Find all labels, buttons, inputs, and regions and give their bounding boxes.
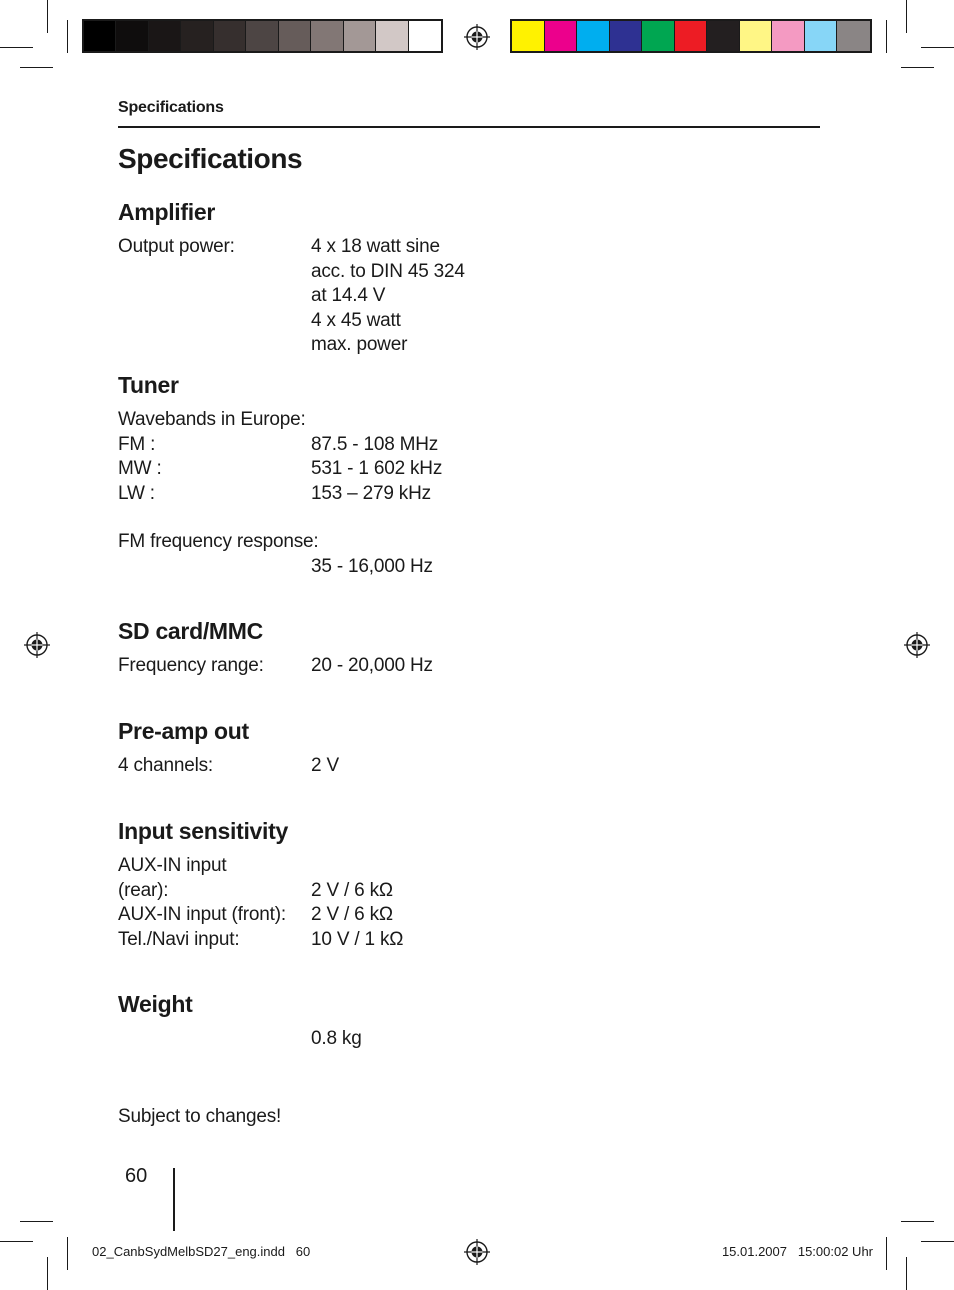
wavebands-label: Wavebands in Europe: [118,409,306,430]
aux-rear-value: 2 V / 6 kΩ [311,879,393,901]
crop-mark [886,20,887,53]
section-heading-sd-card: SD card/MMC [118,618,263,644]
color-swatch [246,21,278,51]
slug-filename: 02_CanbSydMelbSD27_eng.indd 60 [92,1244,311,1259]
crop-mark [47,0,48,33]
crop-mark [901,67,934,68]
crop-mark [0,1241,33,1242]
output-power-value: max. power [311,334,408,355]
crop-mark [886,1237,887,1270]
color-swatch [149,21,181,51]
output-power-value: acc. to DIN 45 324 [311,260,465,282]
color-swatch [181,21,213,51]
channels-label: 4 channels: [118,755,213,776]
channels-value: 2 V [311,755,339,776]
crop-mark [0,47,33,48]
mw-value: 531 - 1 602 kHz [311,458,443,479]
aux-front-label: AUX-IN input (front): [118,904,286,925]
section-heading-tuner: Tuner [118,372,179,398]
mw-label: MW : [118,458,162,479]
tel-navi-value: 10 V / 1 kΩ [311,928,404,950]
color-swatch [675,21,708,51]
color-swatch [545,21,578,51]
crop-mark [47,1257,48,1290]
color-swatch [512,21,545,51]
output-power-value: 4 x 18 watt sine [311,236,440,257]
output-power-value: at 14.4 V [311,285,386,306]
color-swatch [311,21,343,51]
lw-value: 153 – 279 kHz [311,482,431,504]
color-swatch [344,21,376,51]
fm-response-label: FM frequency response: [118,531,319,552]
color-swatch [805,21,838,51]
color-swatch [279,21,311,51]
crop-mark [921,47,954,48]
crop-mark [901,1221,934,1222]
section-heading-preamp: Pre-amp out [118,718,249,744]
lw-label: LW : [118,482,155,504]
frequency-range-label: Frequency range: [118,655,264,676]
slug-timestamp: 15.01.2007 15:00:02 Uhr [721,1244,873,1259]
crop-mark [906,1257,907,1290]
section-heading-input-sensitivity: Input sensitivity [118,818,288,844]
registration-mark-icon [904,632,930,658]
section-heading-weight: Weight [118,991,193,1017]
crop-mark [67,1237,68,1270]
aux-rear-label: (rear): [118,879,169,901]
color-swatch [409,21,441,51]
process-color-bar [510,19,872,53]
page-title: Specifications [118,143,303,174]
aux-rear-label: AUX-IN input [118,855,227,876]
crop-mark [921,1241,954,1242]
fm-value: 87.5 - 108 MHz [311,433,439,455]
fm-label: FM : [118,433,156,455]
aux-front-value: 2 V / 6 kΩ [311,904,393,925]
fm-response-value: 35 - 16,000 Hz [311,556,433,577]
weight-value: 0.8 kg [311,1028,362,1049]
color-swatch [577,21,610,51]
color-swatch [610,21,643,51]
crop-mark [906,0,907,33]
output-power-value: 4 x 45 watt [311,309,401,331]
running-header: Specifications [118,99,224,116]
output-power-label: Output power: [118,236,235,257]
color-swatch [772,21,805,51]
page-number-rule [173,1168,175,1231]
page-number: 60 [125,1165,148,1187]
tel-navi-label: Tel./Navi input: [118,928,240,950]
color-swatch [740,21,773,51]
color-swatch [84,21,116,51]
registration-mark-icon [464,24,490,50]
frequency-range-value: 20 - 20,000 Hz [311,655,433,676]
color-swatch [707,21,740,51]
color-swatch [837,21,870,51]
crop-mark [20,1221,53,1222]
crop-mark [67,20,68,53]
grayscale-color-bar [82,19,443,53]
subject-to-changes-note: Subject to changes! [118,1106,282,1127]
crop-mark [20,67,53,68]
color-swatch [642,21,675,51]
color-swatch [376,21,408,51]
section-heading-amplifier: Amplifier [118,199,215,225]
registration-mark-icon [24,632,50,658]
color-swatch [116,21,148,51]
registration-mark-icon [464,1239,490,1265]
header-rule [118,126,820,128]
color-swatch [214,21,246,51]
